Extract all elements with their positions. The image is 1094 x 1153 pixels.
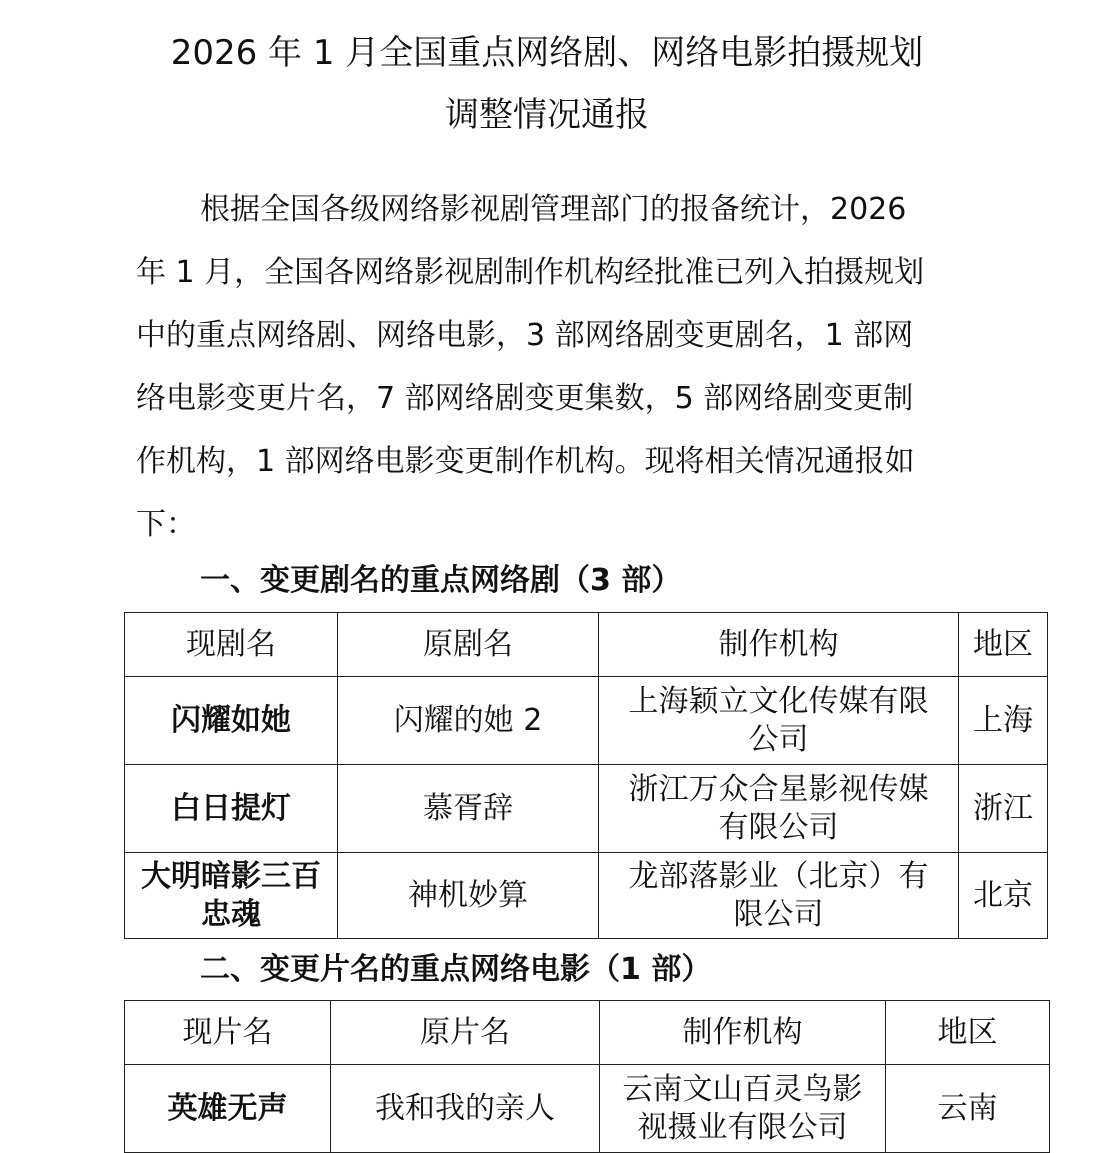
current-title-cell: 白日提灯	[125, 765, 338, 853]
region-cell: 上海	[959, 677, 1048, 765]
document-title-line-2: 调整情况通报	[445, 95, 649, 135]
column-header: 制作机构	[599, 613, 959, 677]
column-header: 地区	[959, 613, 1048, 677]
column-header: 现剧名	[125, 613, 338, 677]
intro-paragraph	[136, 178, 966, 556]
current-title-cell: 英雄无声	[125, 1065, 331, 1153]
producer-line: 视摄业有限公司	[637, 1109, 848, 1145]
column-header: 原剧名	[338, 613, 599, 677]
section-2-heading: 二、变更片名的重点网络电影（1 部）	[200, 952, 712, 987]
original-title-cell: 神机妙算	[338, 853, 599, 939]
table-row	[125, 677, 1048, 765]
original-title-cell: 我和我的亲人	[331, 1065, 600, 1153]
table-row	[125, 853, 1048, 939]
original-title-cell: 慕胥辞	[338, 765, 599, 853]
renamed-series-table	[124, 612, 1048, 939]
column-header: 制作机构	[600, 1001, 886, 1065]
table-header-row	[125, 1001, 1050, 1065]
current-title-line: 忠魂	[201, 896, 261, 932]
producer-cell	[600, 1065, 886, 1153]
column-header: 现片名	[125, 1001, 331, 1065]
region-cell: 北京	[959, 853, 1048, 939]
current-title-cell	[125, 853, 338, 939]
original-title-cell: 闪耀的她 2	[338, 677, 599, 765]
producer-line: 公司	[748, 721, 809, 757]
paragraph-line: 中的重点网络剧、网络电影，3 部网络剧变更剧名，1 部网	[136, 318, 914, 353]
paragraph-line: 根据全国各级网络影视剧管理部门的报备统计，2026	[200, 192, 907, 227]
table-row	[125, 765, 1048, 853]
producer-line: 龙部落影业（北京）有	[628, 858, 929, 894]
producer-cell	[599, 677, 959, 765]
renamed-film-table	[124, 1000, 1050, 1153]
current-title-cell: 闪耀如她	[125, 677, 338, 765]
producer-line: 限公司	[733, 896, 824, 932]
producer-line: 浙江万众合星影视传媒	[628, 771, 929, 807]
column-header: 原片名	[331, 1001, 600, 1065]
paragraph-line: 下：	[136, 507, 196, 542]
section-1-heading: 一、变更剧名的重点网络剧（3 部）	[200, 563, 682, 598]
producer-line: 有限公司	[718, 809, 839, 845]
paragraph-line: 络电影变更片名，7 部网络剧变更集数，5 部网络剧变更制	[136, 381, 914, 416]
table-header-row	[125, 613, 1048, 677]
producer-cell	[599, 853, 959, 939]
producer-cell	[599, 765, 959, 853]
producer-line: 上海颖立文化传媒有限	[628, 683, 929, 719]
table-row	[125, 1065, 1050, 1153]
current-title-line: 大明暗影三百	[141, 858, 321, 894]
producer-line: 云南文山百灵鸟影	[622, 1071, 863, 1107]
paragraph-line: 作机构，1 部网络电影变更制作机构。现将相关情况通报如	[136, 444, 915, 479]
paragraph-line: 年 1 月，全国各网络影视剧制作机构经批准已列入拍摄规划	[136, 255, 925, 290]
region-cell: 云南	[886, 1065, 1050, 1153]
region-cell: 浙江	[959, 765, 1048, 853]
column-header: 地区	[886, 1001, 1050, 1065]
document-title-line-1: 2026 年 1 月全国重点网络剧、网络电影拍摄规划	[170, 33, 924, 73]
